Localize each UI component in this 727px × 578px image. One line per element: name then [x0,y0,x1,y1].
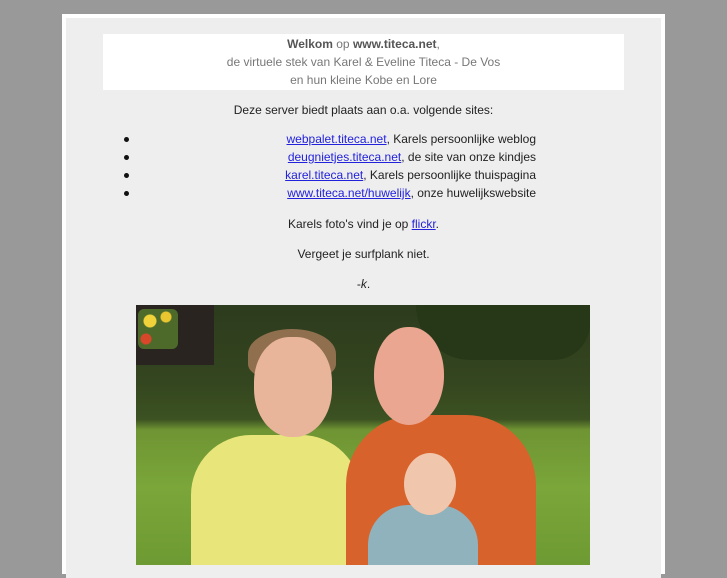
bullet-icon [124,155,129,160]
photo-baby-face [404,453,456,515]
photo-woman-shirt [191,435,361,565]
list-item [124,130,536,148]
bullet-icon [124,173,129,178]
welcome-header [103,34,624,90]
welcome-line [103,35,624,53]
sites-list [124,130,536,202]
list-item [124,166,536,184]
subtitle-line: de virtuele stek van Karel & Eveline Titeca - De Vos [226,55,501,69]
karel-link[interactable]: karel.titeca.net [285,168,364,182]
content-panel [66,18,661,578]
site-description: , de site van onze kindjes [401,150,536,164]
photo-man-face [374,327,444,425]
photos-text [66,215,661,233]
sig-dash: - [356,277,361,291]
site-description: , Karels persoonlijke weblog [386,132,536,146]
list-item [124,184,536,202]
surf-text: Vergeet je surfplank niet. [297,247,430,261]
family-photo [136,305,590,565]
sig-k: k [360,277,367,291]
page-frame [62,14,665,574]
sig-dot: . [366,277,371,291]
webpalet-link[interactable]: webpalet.titeca.net [286,132,387,146]
signature [66,275,661,293]
bullet-icon [124,137,129,142]
comma: , [436,37,440,51]
huwelijk-link[interactable]: www.titeca.net/huwelijk [287,186,411,200]
site-name: www.titeca.net [352,37,437,51]
site-description: , Karels persoonlijke thuispagina [363,168,536,182]
photo-woman-face [254,337,332,437]
photos-suffix: . [435,217,440,231]
flickr-link[interactable]: flickr [411,217,436,231]
welcome-op: op [332,37,353,51]
photo-flowers [138,309,178,349]
deugnietjes-link[interactable]: deugnietjes.titeca.net [287,150,402,164]
list-item [124,148,536,166]
site-description: , onze huwelijkswebsite [410,186,536,200]
welcome-word: Welkom [287,37,333,51]
photo-bush [416,305,590,360]
photos-prefix: Karels foto's vind je op [287,217,412,231]
bullet-icon [124,191,129,196]
family-line: en hun kleine Kobe en Lore [290,73,437,87]
intro-text: Deze server biedt plaats aan o.a. volgende sites: [233,103,494,117]
